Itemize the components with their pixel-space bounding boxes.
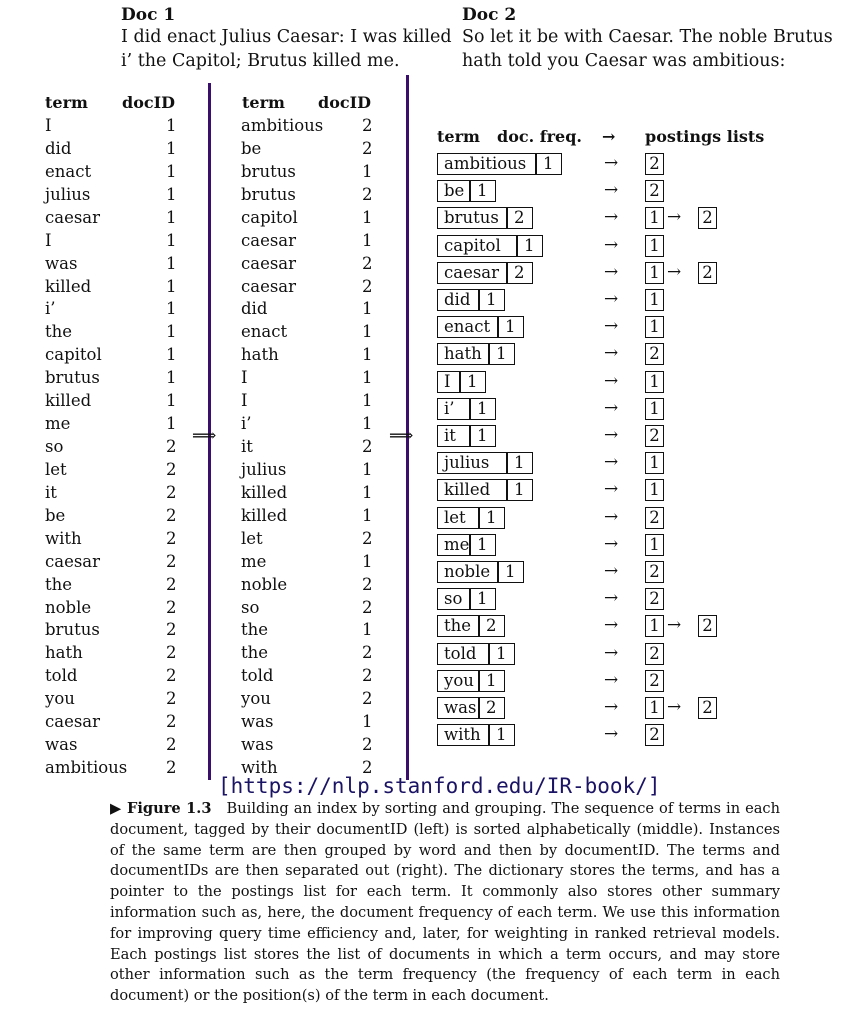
dictionary-entry <box>437 670 505 692</box>
pointer-arrow-icon: → <box>604 180 619 201</box>
dictionary-entry <box>437 371 486 393</box>
middle-docid-cell: 1 <box>362 161 373 181</box>
right-freq-header: doc. freq. <box>497 127 582 146</box>
middle-term-cell: me <box>241 551 267 571</box>
dictionary-term: the <box>444 616 472 636</box>
dictionary-term: killed <box>444 480 491 500</box>
right-arrow-header-icon: → <box>602 127 616 146</box>
left-term-cell: it <box>45 482 57 502</box>
left-docid-cell: 2 <box>166 758 177 778</box>
posting-docid: 1 <box>645 262 664 284</box>
posting-docid: 2 <box>645 507 664 529</box>
left-docid-cell: 2 <box>166 689 177 709</box>
middle-term-cell: told <box>241 666 274 686</box>
doc1-line-1: I did enact Julius Caesar: I was killed <box>121 27 452 47</box>
middle-docid-cell: 2 <box>362 574 373 594</box>
middle-term-cell: julius <box>241 459 287 479</box>
middle-docid-cell: 1 <box>362 322 373 342</box>
left-term-cell: i’ <box>45 299 56 319</box>
left-docid-cell: 1 <box>166 207 177 227</box>
left-term-header: term <box>45 93 88 112</box>
middle-docid-cell: 1 <box>362 712 373 732</box>
middle-docid-cell: 1 <box>362 482 373 502</box>
dictionary-term: enact <box>444 317 491 337</box>
posting-docid: 1 <box>645 289 664 311</box>
pointer-arrow-icon: → <box>604 669 619 690</box>
posting-docid: 1 <box>645 697 664 719</box>
left-docid-cell: 2 <box>166 505 177 525</box>
middle-term-cell: ambitious <box>241 116 324 135</box>
pointer-arrow-icon: → <box>604 452 619 473</box>
middle-docid-cell: 1 <box>362 414 373 434</box>
document-frequency: 1 <box>514 453 525 473</box>
middle-term-cell: did <box>241 299 268 319</box>
left-docid-cell: 2 <box>166 597 177 617</box>
dictionary-entry <box>437 588 496 610</box>
doc1-title: Doc 1 <box>121 5 176 25</box>
left-term-cell: was <box>45 735 78 755</box>
pointer-arrow-icon: → <box>604 289 619 309</box>
pointer-arrow-icon: → <box>604 533 619 554</box>
pointer-arrow-icon: → <box>604 207 619 228</box>
dictionary-entry <box>437 507 505 529</box>
left-docid-cell: 1 <box>166 184 177 204</box>
middle-term-cell: I <box>241 391 248 411</box>
document-frequency: 1 <box>543 154 554 173</box>
left-term-cell: with <box>45 528 82 548</box>
doc2-line-2: hath told you Caesar was ambitious: <box>462 51 786 71</box>
middle-term-cell: hath <box>241 345 279 365</box>
posting-docid: 2 <box>645 561 664 583</box>
document-frequency: 1 <box>477 181 488 201</box>
document-frequency: 1 <box>514 480 525 500</box>
posting-docid: 2 <box>698 615 717 637</box>
document-frequency: 1 <box>496 344 507 364</box>
left-term-cell: killed <box>45 391 92 411</box>
middle-term-cell: the <box>241 620 269 640</box>
middle-docid-cell: 1 <box>362 505 373 525</box>
posting-docid: 2 <box>645 670 664 692</box>
left-term-cell: be <box>45 505 66 525</box>
left-docid-cell: 2 <box>166 459 177 479</box>
left-term-cell: caesar <box>45 551 101 571</box>
caption-text: Building an index by sorting and grouping. The sequence of terms in each document, tagged by their documentID (left) is sorted alphabetically (middle). Instances of the same term are then grouped by word and then by documentID. The terms and documentIDs are then separated out (right). The dictionary stores the terms, and has a pointer to the postings list for each term. It commonly also stores other summary information such as, here, the document frequency of each term. We use this information for improving query time efficiency and, later, for weighting in ranked retrieval models. Each postings list stores the list of documents in which a term occurs, and may store other information such as the term frequency (the frequency of each term in each document) or the position(s) of the term in each document. <box>110 800 780 1005</box>
doc2-line-1: So let it be with Caesar. The noble Brutus <box>462 27 833 47</box>
middle-term-cell: you <box>241 689 271 709</box>
middle-term-cell: so <box>241 597 260 617</box>
left-docid-cell: 1 <box>166 322 177 342</box>
left-term-cell: capitol <box>45 345 102 365</box>
left-term-cell: noble <box>45 597 92 617</box>
middle-docid-cell: 2 <box>362 528 373 548</box>
dictionary-term: you <box>444 670 474 690</box>
dictionary-entry <box>437 643 515 665</box>
document-frequency: 2 <box>514 208 525 228</box>
dictionary-term: caesar <box>444 262 500 282</box>
dictionary-term: it <box>444 426 456 445</box>
left-term-cell: enact <box>45 161 92 181</box>
dictionary-term: capitol <box>444 235 501 255</box>
left-term-cell: ambitious <box>45 758 128 778</box>
middle-term-cell: brutus <box>241 184 296 204</box>
left-docid-cell: 2 <box>166 643 177 663</box>
posting-docid: 1 <box>645 398 664 420</box>
middle-docid-cell: 1 <box>362 207 373 227</box>
group-arrow-icon: ⟹ <box>389 426 414 446</box>
dictionary-entry <box>437 724 515 746</box>
pointer-arrow-icon: → <box>604 397 619 418</box>
left-term-cell: caesar <box>45 712 101 732</box>
posting-docid: 1 <box>645 371 664 393</box>
left-term-cell: the <box>45 574 73 594</box>
middle-docid-cell: 1 <box>362 391 373 411</box>
postings-link-arrow-icon: → <box>667 615 682 636</box>
left-docid-cell: 2 <box>166 666 177 686</box>
dictionary-term: told <box>444 643 477 663</box>
middle-docid-cell: 1 <box>362 230 373 250</box>
dictionary-term: brutus <box>444 208 499 228</box>
document-frequency: 2 <box>514 262 525 282</box>
left-term-cell: brutus <box>45 368 100 388</box>
middle-docid-cell: 2 <box>362 666 373 686</box>
posting-docid: 2 <box>645 724 664 746</box>
left-term-cell: I <box>45 230 52 250</box>
middle-term-cell: capitol <box>241 207 298 227</box>
dictionary-entry <box>437 262 533 284</box>
posting-docid: 2 <box>698 262 717 284</box>
left-docid-cell: 1 <box>166 161 177 181</box>
posting-docid: 1 <box>645 534 664 556</box>
dictionary-entry <box>437 398 496 420</box>
dictionary-entry <box>437 180 496 202</box>
posting-docid: 1 <box>645 452 664 474</box>
left-term-cell: me <box>45 414 71 434</box>
left-term-cell: did <box>45 138 72 158</box>
middle-docid-cell: 2 <box>362 758 373 778</box>
pointer-arrow-icon: → <box>604 697 619 717</box>
pointer-arrow-icon: → <box>604 425 619 445</box>
left-term-cell: hath <box>45 643 83 663</box>
dictionary-entry <box>437 425 496 447</box>
left-term-cell: julius <box>45 184 91 204</box>
middle-term-cell: let <box>241 528 263 548</box>
posting-docid: 2 <box>645 643 664 665</box>
posting-docid: 2 <box>698 697 717 719</box>
left-term-cell: was <box>45 253 78 273</box>
middle-docid-header: docID <box>318 93 371 112</box>
pointer-arrow-icon: → <box>604 479 619 500</box>
middle-term-cell: noble <box>241 574 288 594</box>
middle-docid-cell: 1 <box>362 299 373 319</box>
middle-docid-cell: 2 <box>362 597 373 617</box>
document-frequency: 1 <box>496 643 507 663</box>
middle-term-cell: i’ <box>241 414 252 434</box>
dictionary-entry <box>437 289 505 311</box>
dictionary-term: be <box>444 181 465 201</box>
middle-term-cell: the <box>241 643 269 663</box>
middle-docid-cell: 2 <box>362 116 373 135</box>
middle-docid-cell: 2 <box>362 276 373 296</box>
dictionary-entry <box>437 534 496 556</box>
posting-docid: 2 <box>698 207 717 229</box>
dictionary-entry <box>437 235 543 257</box>
left-docid-cell: 1 <box>166 299 177 319</box>
posting-docid: 1 <box>645 207 664 229</box>
left-term-cell: told <box>45 666 78 686</box>
dictionary-term: did <box>444 290 471 309</box>
document-frequency: 2 <box>486 698 497 717</box>
left-term-cell: I <box>45 116 52 135</box>
pointer-arrow-icon: → <box>604 642 619 663</box>
left-docid-cell: 2 <box>166 482 177 502</box>
middle-docid-cell: 1 <box>362 368 373 388</box>
right-postings-header: postings lists <box>645 127 765 146</box>
left-docid-cell: 1 <box>166 368 177 388</box>
pointer-arrow-icon: → <box>604 506 619 527</box>
left-term-cell: you <box>45 689 75 709</box>
figure-caption <box>110 799 780 1007</box>
postings-link-arrow-icon: → <box>667 261 682 282</box>
left-term-cell: brutus <box>45 620 100 640</box>
pointer-arrow-icon: → <box>604 261 619 282</box>
pointer-arrow-icon: → <box>604 370 619 391</box>
dictionary-term: julius <box>444 453 490 473</box>
pointer-arrow-icon: → <box>604 234 619 255</box>
dictionary-term: noble <box>444 562 491 581</box>
posting-docid: 1 <box>645 316 664 338</box>
pointer-arrow-icon: → <box>604 724 619 745</box>
middle-term-header: term <box>242 93 285 112</box>
pointer-arrow-icon: → <box>604 316 619 337</box>
document-frequency: 1 <box>477 398 488 418</box>
left-docid-cell: 1 <box>166 138 177 158</box>
middle-term-cell: it <box>241 437 253 457</box>
left-docid-cell: 2 <box>166 528 177 548</box>
middle-term-cell: enact <box>241 322 288 342</box>
left-docid-cell: 2 <box>166 735 177 755</box>
left-docid-cell: 1 <box>166 276 177 296</box>
dictionary-term: let <box>444 507 466 527</box>
dictionary-entry <box>437 479 533 501</box>
middle-term-cell: was <box>241 735 274 755</box>
right-term-header: term <box>437 127 480 146</box>
left-docid-cell: 2 <box>166 620 177 640</box>
dictionary-entry <box>437 207 533 229</box>
dictionary-entry <box>437 343 515 365</box>
left-term-cell: caesar <box>45 207 101 227</box>
middle-docid-cell: 2 <box>362 643 373 663</box>
posting-docid: 2 <box>645 588 664 610</box>
posting-docid: 2 <box>645 343 664 365</box>
left-docid-cell: 2 <box>166 551 177 571</box>
middle-docid-cell: 1 <box>362 551 373 571</box>
middle-docid-cell: 1 <box>362 620 373 640</box>
posting-docid: 1 <box>645 479 664 501</box>
document-frequency: 1 <box>477 589 488 609</box>
dictionary-entry <box>437 615 505 637</box>
middle-docid-cell: 2 <box>362 689 373 709</box>
pointer-arrow-icon: → <box>604 561 619 581</box>
document-frequency: 1 <box>486 507 497 527</box>
dictionary-term: I <box>444 371 451 391</box>
dictionary-term: hath <box>444 344 482 364</box>
middle-term-cell: caesar <box>241 276 297 296</box>
left-docid-cell: 2 <box>166 712 177 732</box>
document-frequency: 1 <box>524 235 535 255</box>
dictionary-term: ambitious <box>444 154 527 173</box>
middle-docid-cell: 2 <box>362 184 373 204</box>
pointer-arrow-icon: → <box>604 343 619 364</box>
doc1-line-2: i’ the Capitol; Brutus killed me. <box>121 51 400 71</box>
figure-label: ▶ Figure 1.3 <box>110 800 212 817</box>
middle-docid-cell: 2 <box>362 437 373 457</box>
pointer-arrow-icon: → <box>604 153 619 173</box>
middle-term-cell: with <box>241 758 278 778</box>
dictionary-term: was <box>444 698 477 717</box>
left-term-cell: so <box>45 437 64 457</box>
dictionary-term: with <box>444 725 481 745</box>
posting-docid: 1 <box>645 235 664 257</box>
left-docid-cell: 2 <box>166 437 177 457</box>
document-frequency: 1 <box>505 562 516 581</box>
middle-docid-cell: 1 <box>362 345 373 365</box>
dictionary-entry <box>437 316 524 338</box>
dictionary-term: so <box>444 589 463 609</box>
middle-docid-cell: 2 <box>362 253 373 273</box>
middle-term-cell: was <box>241 712 274 732</box>
middle-term-cell: caesar <box>241 253 297 273</box>
middle-term-cell: caesar <box>241 230 297 250</box>
left-term-cell: killed <box>45 276 92 296</box>
middle-term-cell: killed <box>241 482 288 502</box>
document-frequency: 1 <box>486 290 497 309</box>
document-frequency: 2 <box>486 616 497 636</box>
left-docid-cell: 1 <box>166 253 177 273</box>
source-url: [https://nlp.stanford.edu/IR-book/] <box>218 774 661 798</box>
document-frequency: 1 <box>467 371 478 391</box>
left-docid-cell: 1 <box>166 230 177 250</box>
doc2-title: Doc 2 <box>462 5 517 25</box>
middle-term-cell: killed <box>241 505 288 525</box>
dictionary-entry <box>437 697 505 719</box>
posting-docid: 2 <box>645 425 664 447</box>
middle-term-cell: I <box>241 368 248 388</box>
middle-docid-cell: 1 <box>362 459 373 479</box>
middle-term-cell: be <box>241 138 262 158</box>
document-frequency: 1 <box>505 317 516 337</box>
dictionary-term: i’ <box>444 398 455 418</box>
pointer-arrow-icon: → <box>604 588 619 609</box>
pointer-arrow-icon: → <box>604 615 619 636</box>
left-docid-cell: 1 <box>166 345 177 365</box>
document-frequency: 1 <box>496 725 507 745</box>
middle-docid-cell: 2 <box>362 735 373 755</box>
dictionary-entry <box>437 452 533 474</box>
dictionary-entry <box>437 561 524 583</box>
postings-link-arrow-icon: → <box>667 207 682 228</box>
left-docid-header: docID <box>122 93 175 112</box>
left-docid-cell: 1 <box>166 391 177 411</box>
posting-docid: 2 <box>645 153 664 175</box>
middle-term-cell: brutus <box>241 161 296 181</box>
dictionary-term: me <box>444 534 470 554</box>
posting-docid: 1 <box>645 615 664 637</box>
document-frequency: 1 <box>486 670 497 690</box>
left-docid-cell: 1 <box>166 414 177 434</box>
dictionary-entry <box>437 153 562 175</box>
document-frequency: 1 <box>477 426 488 445</box>
left-docid-cell: 2 <box>166 574 177 594</box>
sort-arrow-icon: ⟹ <box>192 426 217 446</box>
left-docid-cell: 1 <box>166 116 177 135</box>
left-term-cell: let <box>45 459 67 479</box>
postings-link-arrow-icon: → <box>667 697 682 717</box>
posting-docid: 2 <box>645 180 664 202</box>
left-term-cell: the <box>45 322 73 342</box>
document-frequency: 1 <box>477 534 488 554</box>
middle-docid-cell: 2 <box>362 138 373 158</box>
